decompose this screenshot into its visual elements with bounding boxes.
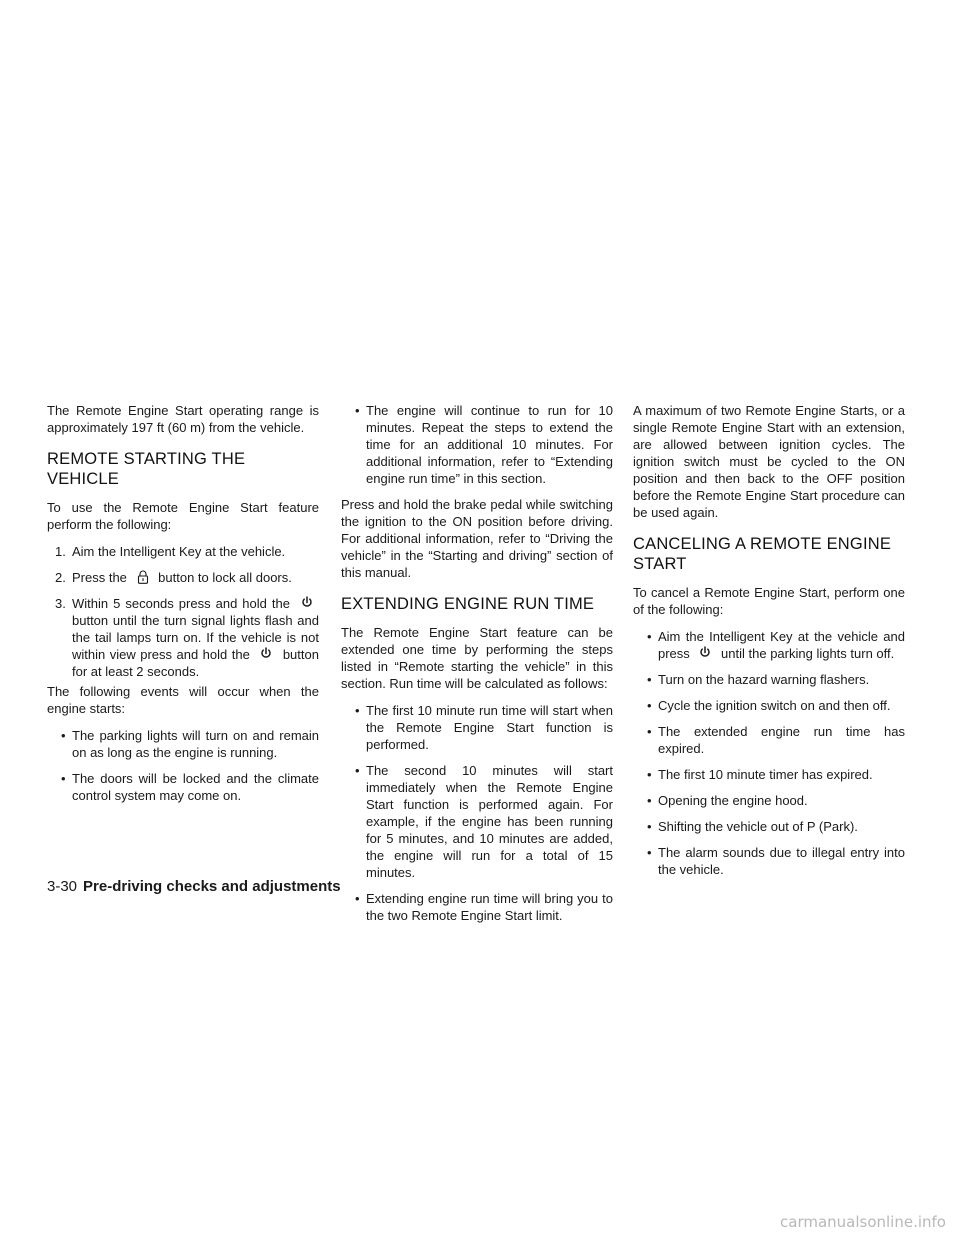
- heading-extending-run-time: EXTENDING ENGINE RUN TIME: [341, 595, 595, 613]
- list-item: • The extended engine run time has expired.: [633, 723, 905, 757]
- step-number: 1.: [55, 544, 66, 559]
- heading-canceling: CANCELING A REMOTE ENGINE START: [633, 535, 892, 573]
- item-text: until the parking lights turn off.: [721, 646, 895, 661]
- item-text: Aim the Intelligent Key at the vehicle and press: [658, 629, 905, 661]
- remote-start-steps: [47, 543, 319, 680]
- step-text: button to lock all doors.: [158, 570, 292, 585]
- list-item: • The first 10 minute timer has expired.: [633, 766, 905, 783]
- list-item: • Shifting the vehicle out of P (Park).: [633, 818, 905, 835]
- page-footer: [47, 878, 341, 895]
- remote-start-icon: [254, 647, 278, 661]
- column-1: [47, 402, 319, 813]
- step-text: Press the: [72, 570, 127, 585]
- canceling-list: [633, 628, 905, 878]
- range-paragraph: The Remote Engine Start operating range is approximately 197 ft (60 m) from the vehicle.: [47, 403, 319, 435]
- step-1: [47, 543, 319, 560]
- step-2: [47, 569, 319, 586]
- column-2: [341, 402, 613, 933]
- list-item: • The alarm sounds due to illegal entry into the vehicle.: [633, 844, 905, 878]
- canceling-lead: To cancel a Remote Engine Start, perform one of the following:: [633, 585, 905, 617]
- list-item: • Opening the engine hood.: [633, 792, 905, 809]
- step-number: 3.: [55, 596, 66, 611]
- remote-start-lead: To use the Remote Engine Start feature perform the following:: [47, 500, 319, 532]
- list-item: • The second 10 minutes will start immediately when the Remote Engine Start function is performed again. For example, if the engine has been running for 5 minutes, and 10 minutes are added, the engine will run for a total of 15 minutes.: [341, 762, 613, 881]
- column-3: [633, 402, 905, 887]
- list-item: • The first 10 minute run time will start when the Remote Engine Start function is performed.: [341, 702, 613, 753]
- list-item: • Extending engine run time will bring you to the two Remote Engine Start limit.: [341, 890, 613, 924]
- brake-paragraph: Press and hold the brake pedal while switching the ignition to the ON position before driving. For additional information, refer to “Driving the vehicle” in the “Starting and driving” section of this manual.: [341, 497, 613, 580]
- remote-start-icon: [693, 646, 717, 660]
- events-lead: The following events will occur when the engine starts:: [47, 684, 319, 716]
- watermark[interactable]: carmanualsonline.info: [780, 1213, 946, 1231]
- run-time-note-list: [341, 402, 613, 487]
- list-item: • Turn on the hazard warning flashers.: [633, 671, 905, 688]
- section-title: Pre-driving checks and adjustments: [83, 878, 341, 895]
- lock-icon: [131, 570, 155, 584]
- step-text: button until the turn signal lights flash and the tail lamps turn on. If the vehicle is not within view press and hold the: [72, 613, 319, 662]
- events-list: [47, 727, 319, 804]
- list-item: • The parking lights will turn on and remain on as long as the engine is running.: [47, 727, 319, 761]
- list-item: [633, 628, 905, 662]
- remote-start-icon: [295, 596, 319, 610]
- step-number: 2.: [55, 570, 66, 585]
- extending-lead: The Remote Engine Start feature can be extended one time by performing the steps listed in “Remote starting the vehicle” in this section. Run time will be calculated as follows:: [341, 625, 613, 691]
- list-item: • The engine will continue to run for 10 minutes. Repeat the steps to extend the time for an additional 10 minutes. For additional information, refer to “Extending engine run time” in this section.: [341, 402, 613, 487]
- heading-remote-starting: REMOTE STARTING THE VEHICLE: [47, 450, 246, 488]
- list-item: • Cycle the ignition switch on and then off.: [633, 697, 905, 714]
- page-number: 3-30: [47, 878, 78, 895]
- step-text: button for at least 2 seconds.: [72, 647, 319, 679]
- step-text: Within 5 seconds press and hold the: [72, 596, 290, 611]
- list-item: • The doors will be locked and the climate control system may come on.: [47, 770, 319, 804]
- step-3: [47, 595, 319, 680]
- step-text: Aim the Intelligent Key at the vehicle.: [72, 544, 286, 559]
- extending-list: [341, 702, 613, 924]
- maximum-starts-paragraph: A maximum of two Remote Engine Starts, or a single Remote Engine Start with an extension, are allowed between ignition cycles. The ignition switch must be cycled to the ON position and then back to the OFF position before the Remote Engine Start procedure can be used again.: [633, 403, 905, 520]
